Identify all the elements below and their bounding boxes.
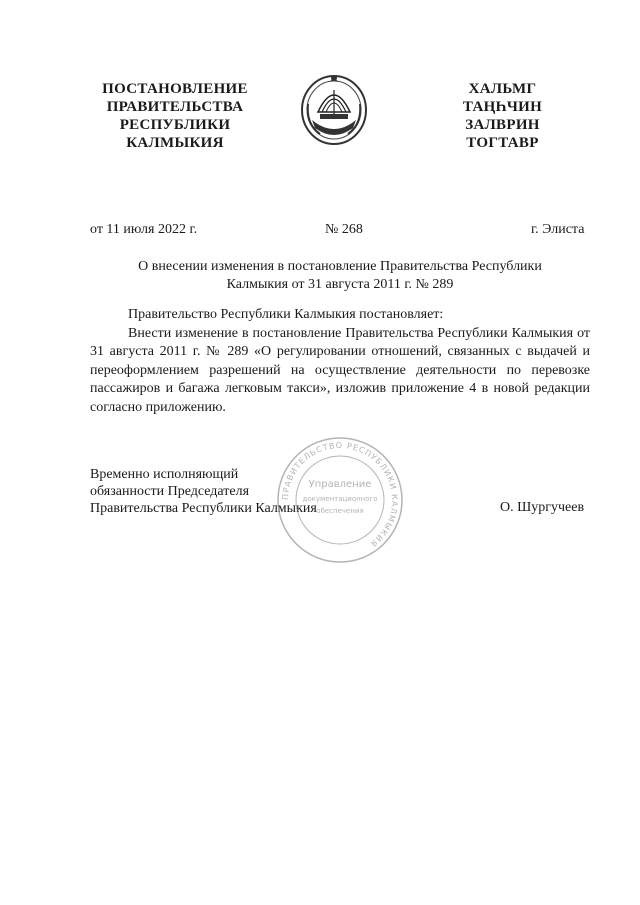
header-right-title	[445, 80, 560, 152]
signer-position-line: Временно исполняющий	[90, 467, 239, 482]
signer-position-line: обязанности Председателя	[90, 484, 250, 499]
document-subject	[90, 258, 590, 294]
signer-name: О. Шургучеев	[500, 500, 585, 515]
subject-line: О внесении изменения в постановление Правительства Республики	[138, 259, 542, 274]
header-left-title	[95, 80, 255, 152]
document-date: от 11 июля 2022 г.	[90, 222, 198, 237]
document-body	[90, 306, 590, 417]
stamp-center-line: Управление	[308, 479, 372, 490]
stamp-center-line: документационного	[302, 495, 378, 503]
header-left-line: ПРАВИТЕЛЬСТВА	[106, 99, 244, 115]
official-stamp-icon	[275, 435, 405, 565]
header-left-line: ПОСТАНОВЛЕНИЕ	[102, 81, 248, 97]
header-right-line: ТОГТАВР	[466, 135, 539, 151]
body-paragraph: Внести изменение в постановление Правительства Республики Калмыкия от 31 августа 2011 г. № 289 «О регулировании отношений, связанных с выдачей и переоформлением разрешений на осуществление деятельности по перевозке пассажиров и багажа легковым такси», изложив приложение 4 в новой редакции согласно приложению.	[90, 325, 590, 415]
header-left-line: РЕСПУБЛИКИ	[119, 117, 231, 133]
body-intro: Правительство Республики Калмыкия постановляет:	[128, 307, 444, 322]
subject-line: Калмыкия от 31 августа 2011 г. № 289	[226, 277, 454, 292]
stamp-center-line: обеспечения	[316, 507, 364, 515]
signer-position-line: Правительства Республики Калмыкия	[90, 501, 317, 516]
document-number: № 268	[325, 222, 363, 237]
document-city: г. Элиста	[531, 222, 585, 237]
stamp-ring-text: ПРАВИТЕЛЬСТВО РЕСПУБЛИКИ КАЛМЫКИЯ	[280, 440, 400, 549]
header-left-line: КАЛМЫКИЯ	[126, 135, 224, 151]
coat-of-arms-icon	[298, 68, 370, 148]
header-right-line: ЗАЛВРИН	[465, 117, 540, 133]
header-right-line: ХАЛЬМГ	[468, 81, 537, 97]
header-right-line: ТАҢҺЧИН	[462, 99, 543, 115]
